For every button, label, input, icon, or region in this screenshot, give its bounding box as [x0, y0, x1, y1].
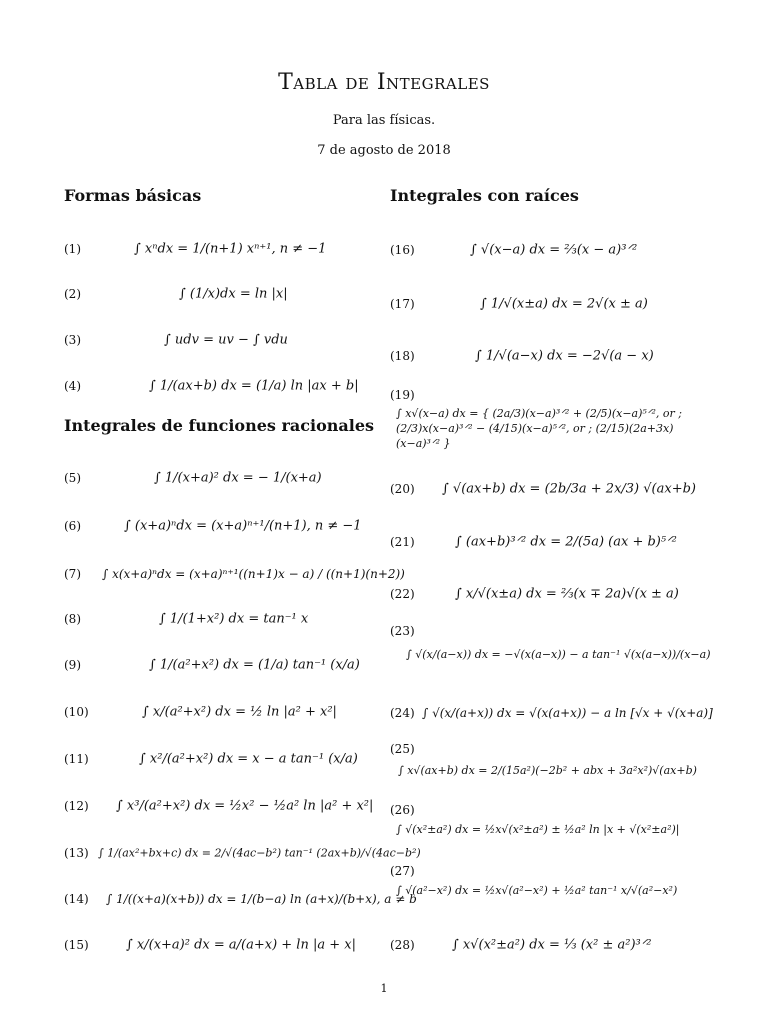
formula-number: (1): [64, 242, 81, 256]
formula: ∫ √(a²−x²) dx = ½x√(a²−x²) + ½a² tan⁻¹ x/√(a²−x²): [396, 884, 678, 897]
formula-row: [64, 739, 374, 779]
formula-row: [390, 574, 720, 614]
formula: ∫ 1/((x+a)(x+b)) dx = 1/(b−a) ln (a+x)/(b+x), a ≠ b: [106, 892, 417, 906]
formula-number: (8): [64, 612, 81, 626]
formula-number: (18): [390, 349, 415, 363]
formula: ∫ x³/(a²+x²) dx = ½x² − ½a² ln |a² + x²|: [116, 798, 374, 814]
formula-number: (9): [64, 658, 81, 672]
formula-row: [390, 742, 720, 792]
formula-number: (21): [390, 535, 415, 549]
formula-number: (11): [64, 752, 89, 766]
formula-row: [390, 522, 720, 562]
formula-number: (10): [64, 705, 89, 719]
formula: ∫ √(x−a) dx = ⅔(x − a)³ᐟ²: [470, 242, 638, 258]
section-heading-formas-basicas: Formas básicas: [64, 186, 202, 205]
formula: ∫ x(x+a)ⁿdx = (x+a)ⁿ⁺¹((n+1)x − a) / ((n+1)(n+2)): [102, 567, 405, 581]
formula-number: (12): [64, 799, 89, 813]
formula: ∫ 1/(1+x²) dx = tan⁻¹ x: [159, 611, 309, 627]
formula-number: (19): [390, 388, 415, 402]
formula-row: [64, 506, 374, 546]
formula-row: [64, 599, 374, 639]
formula: ∫ √(x/(a+x)) dx = √(x(a+x)) − a ln [√x + √(x+a)]: [422, 706, 713, 720]
formula: ∫ 1/(ax²+bx+c) dx = 2/√(4ac−b²) tan⁻¹ (2ax+b)/√(4ac−b²): [98, 846, 421, 860]
formula: ∫ 1/(ax+b) dx = (1/a) ln |ax + b|: [149, 378, 359, 394]
formula-number: (13): [64, 846, 89, 860]
formula: ∫ 1/√(x±a) dx = 2√(x ± a): [480, 296, 648, 312]
formula: ∫ x/√(x±a) dx = ⅔(x ∓ 2a)√(x ± a): [455, 586, 679, 602]
formula-row: [390, 803, 720, 853]
document-subtitle: Para las físicas.: [332, 113, 436, 128]
formula-number: (3): [64, 333, 81, 347]
formula-row: [64, 554, 405, 594]
formula: ∫ udv = uv − ∫ vdu: [164, 332, 288, 348]
formula-number: (5): [64, 471, 81, 485]
formula-row: [390, 925, 720, 965]
formula-row: [390, 469, 720, 509]
formula-row: [390, 624, 720, 680]
formula-row: [390, 284, 720, 324]
formula: ∫ 1/(x+a)² dx = − 1/(x+a): [154, 470, 322, 486]
formula-number: (2): [64, 287, 81, 301]
formula-row: [390, 230, 720, 270]
formula: ∫ xⁿdx = 1/(n+1) xⁿ⁺¹, n ≠ −1: [134, 241, 327, 257]
formula-row: [64, 366, 374, 406]
section-heading-funciones-racionales: Integrales de funciones racionales: [64, 416, 375, 435]
formula: ∫ 1/√(a−x) dx = −2√(a − x): [475, 348, 654, 364]
formula-row: [390, 864, 720, 914]
formula: ∫ √(x²±a²) dx = ½x√(x²±a²) ± ½a² ln |x + √(x²±a²)|: [396, 823, 680, 836]
formula-number: (24): [390, 706, 415, 720]
formula-number: (7): [64, 567, 81, 581]
formula-number: (4): [64, 379, 81, 393]
formula-number: (20): [390, 482, 415, 496]
formula: ∫ (x+a)ⁿdx = (x+a)ⁿ⁺¹/(n+1), n ≠ −1: [124, 518, 362, 534]
formula: ∫ x/(a²+x²) dx = ½ ln |a² + x²|: [142, 704, 337, 720]
formula-row: [64, 229, 374, 269]
section-heading-integrales-con-raices: Integrales con raíces: [390, 186, 579, 205]
formula-row: [64, 879, 417, 919]
formula: ∫ √(x/(a−x)) dx = −√(x(a−x)) − a tan⁻¹ √(x(a−x))/(x−a): [406, 648, 711, 661]
formula-number: (25): [390, 742, 415, 756]
formula: ∫ x√(ax+b) dx = 2/(15a²)(−2b² + abx + 3a²x²)√(ax+b): [398, 764, 697, 777]
formula: ∫ x√(x²±a²) dx = ⅓ (x² ± a²)³ᐟ²: [452, 937, 652, 953]
formula-row: [64, 458, 374, 498]
formula-row: [390, 336, 720, 376]
formula: ∫ (1/x)dx = ln |x|: [179, 286, 288, 302]
formula-number: (27): [390, 864, 415, 878]
formula: ∫ x/(x+a)² dx = a/(a+x) + ln |a + x|: [126, 937, 356, 953]
formula: ∫ (ax+b)³ᐟ² dx = 2/(5a) (ax + b)⁵ᐟ²: [455, 534, 677, 550]
formula-number: (14): [64, 892, 89, 906]
formula: ∫ √(ax+b) dx = (2b/3a + 2x/3) √(ax+b): [442, 481, 696, 497]
document-date: 7 de agosto de 2018: [317, 143, 451, 158]
formula-row: [64, 645, 374, 685]
formula: ∫ x²/(a²+x²) dx = x − a tan⁻¹ (x/a): [139, 751, 358, 767]
formula-row: [64, 692, 374, 732]
formula: ∫ x√(x−a) dx = { (2a/3)(x−a)³ᐟ² + (2/5)(x−a)⁵ᐟ², or ; (2/3)x(x−a)³ᐟ² − (4/15)(x−a)⁵ᐟ², or ; (2/15)(2a+3x)(x−a)³ᐟ² }: [396, 407, 682, 450]
formula-row: [64, 786, 374, 826]
formula-row: [390, 693, 720, 733]
formula-number: (15): [64, 938, 89, 952]
formula-row: [390, 388, 720, 454]
formula-number: (23): [390, 624, 415, 638]
page-number: 1: [380, 982, 388, 995]
formula: ∫ 1/(a²+x²) dx = (1/a) tan⁻¹ (x/a): [149, 657, 360, 673]
formula-number: (16): [390, 243, 415, 257]
formula-row: [64, 320, 374, 360]
formula-number: (26): [390, 803, 415, 817]
formula-row: [64, 274, 374, 314]
formula-number: (17): [390, 297, 415, 311]
formula-number: (28): [390, 938, 415, 952]
formula-number: (22): [390, 587, 415, 601]
document-title: Tabla de Integrales: [278, 70, 490, 95]
formula-row: [64, 925, 374, 965]
formula-number: (6): [64, 519, 81, 533]
